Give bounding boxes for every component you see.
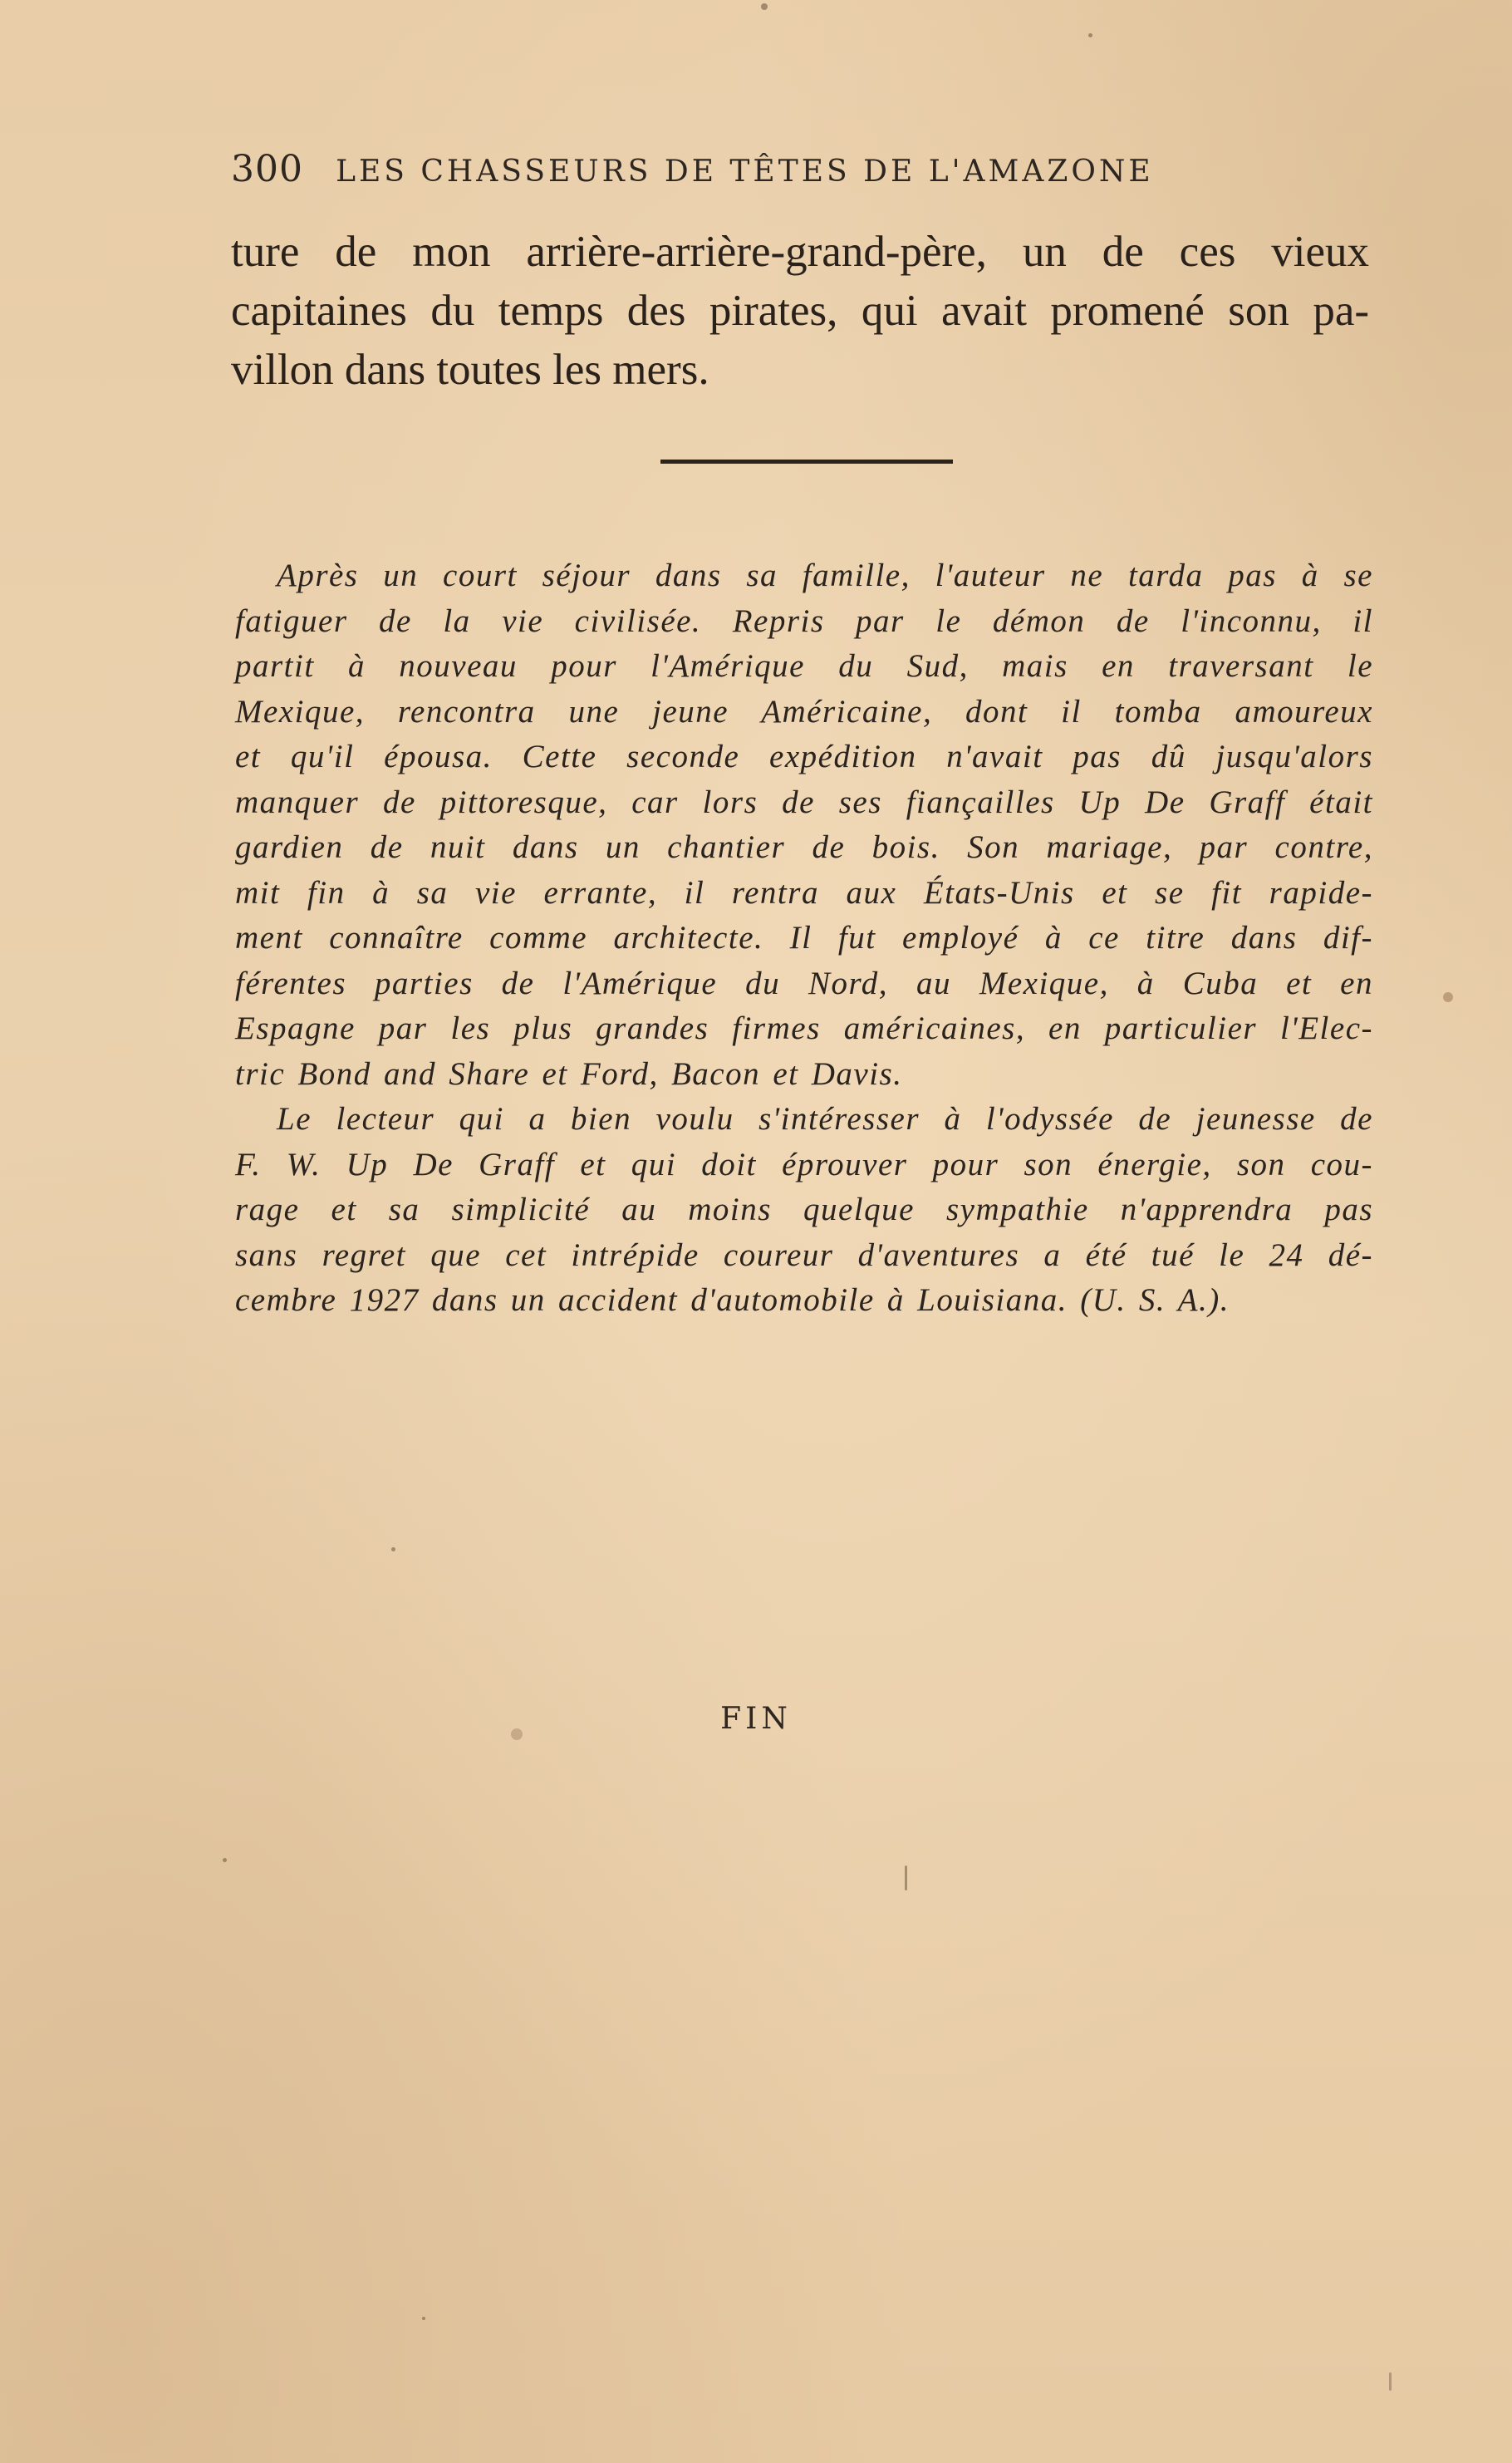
body-text xyxy=(231,223,1369,400)
epilogue-note xyxy=(235,553,1373,1324)
epilogue-line: cembre 1927 dans un accident d'automobile à Louisiana. (U. S. A.). xyxy=(235,1282,1230,1318)
epilogue-line: rage et sa simplicité au moins quelque sympathie n'apprendra pas xyxy=(235,1192,1373,1227)
epilogue-line: F. W. Up De Graff et qui doit éprouver pour son énergie, son cou- xyxy=(235,1146,1373,1182)
epilogue-line: Le lecteur qui a bien voulu s'intéresser à l'odyssée de jeunesse de xyxy=(277,1101,1373,1137)
epilogue-line: Après un court séjour dans sa famille, l'auteur ne tarda pas à se xyxy=(277,558,1373,593)
epilogue-line: gardien de nuit dans un chantier de bois. Son mariage, par contre, xyxy=(235,829,1373,865)
epilogue-line: mit fin à sa vie errante, il rentra aux États-Unis et se fit rapide- xyxy=(235,874,1373,911)
paper-speck xyxy=(1088,33,1092,37)
epilogue-line: fatiguer de la vie civilisée. Repris par le démon de l'inconnu, il xyxy=(235,602,1373,639)
page-header xyxy=(231,148,1244,190)
page-number: 300 xyxy=(231,148,303,190)
epilogue-line: sans regret que cet intrépide coureur d'aventures a été tué le 24 dé- xyxy=(235,1236,1373,1273)
epilogue-line: Espagne par les plus grandes firmes américaines, en particulier l'Elec- xyxy=(235,1010,1373,1046)
epilogue-line: tric Bond and Share et Ford, Bacon et Davis. xyxy=(235,1055,903,1092)
running-title: LES CHASSEURS DE TÊTES DE L'AMAZONE xyxy=(336,155,1154,189)
body-line: capitaines du temps des pirates, qui avait promené son pa- xyxy=(231,287,1369,335)
epilogue-line: férentes parties de l'Amérique du Nord, au Mexique, à Cuba et en xyxy=(235,965,1373,1001)
paper-speck xyxy=(422,2317,425,2320)
epilogue-line: manquer de pittoresque, car lors de ses fiançailles Up De Graff était xyxy=(235,784,1373,820)
paper-speck xyxy=(1443,992,1453,1002)
epilogue-line: Mexique, rencontra une jeune Américaine, dont il tomba amoureux xyxy=(235,693,1373,730)
epilogue-line: partit à nouveau pour l'Amérique du Sud, mais en traversant le xyxy=(235,648,1373,684)
epilogue-line: et qu'il épousa. Cette seconde expédition n'avait pas dû jusqu'alors xyxy=(235,739,1373,774)
body-line: villon dans toutes les mers. xyxy=(231,346,709,394)
paper-speck xyxy=(761,3,768,10)
paper-speck xyxy=(1389,2372,1392,2391)
paper-speck xyxy=(391,1547,395,1551)
epilogue-line: ment connaître comme architecte. Il fut employé à ce titre dans dif- xyxy=(235,920,1373,956)
end-mark: FIN xyxy=(720,1702,792,1736)
paper-speck xyxy=(905,1866,907,1890)
paper-speck xyxy=(511,1728,523,1740)
section-divider xyxy=(660,460,953,464)
paper-speck xyxy=(223,1858,227,1862)
body-line: ture de mon arrière-arrière-grand-père, un de ces vieux xyxy=(231,228,1369,276)
